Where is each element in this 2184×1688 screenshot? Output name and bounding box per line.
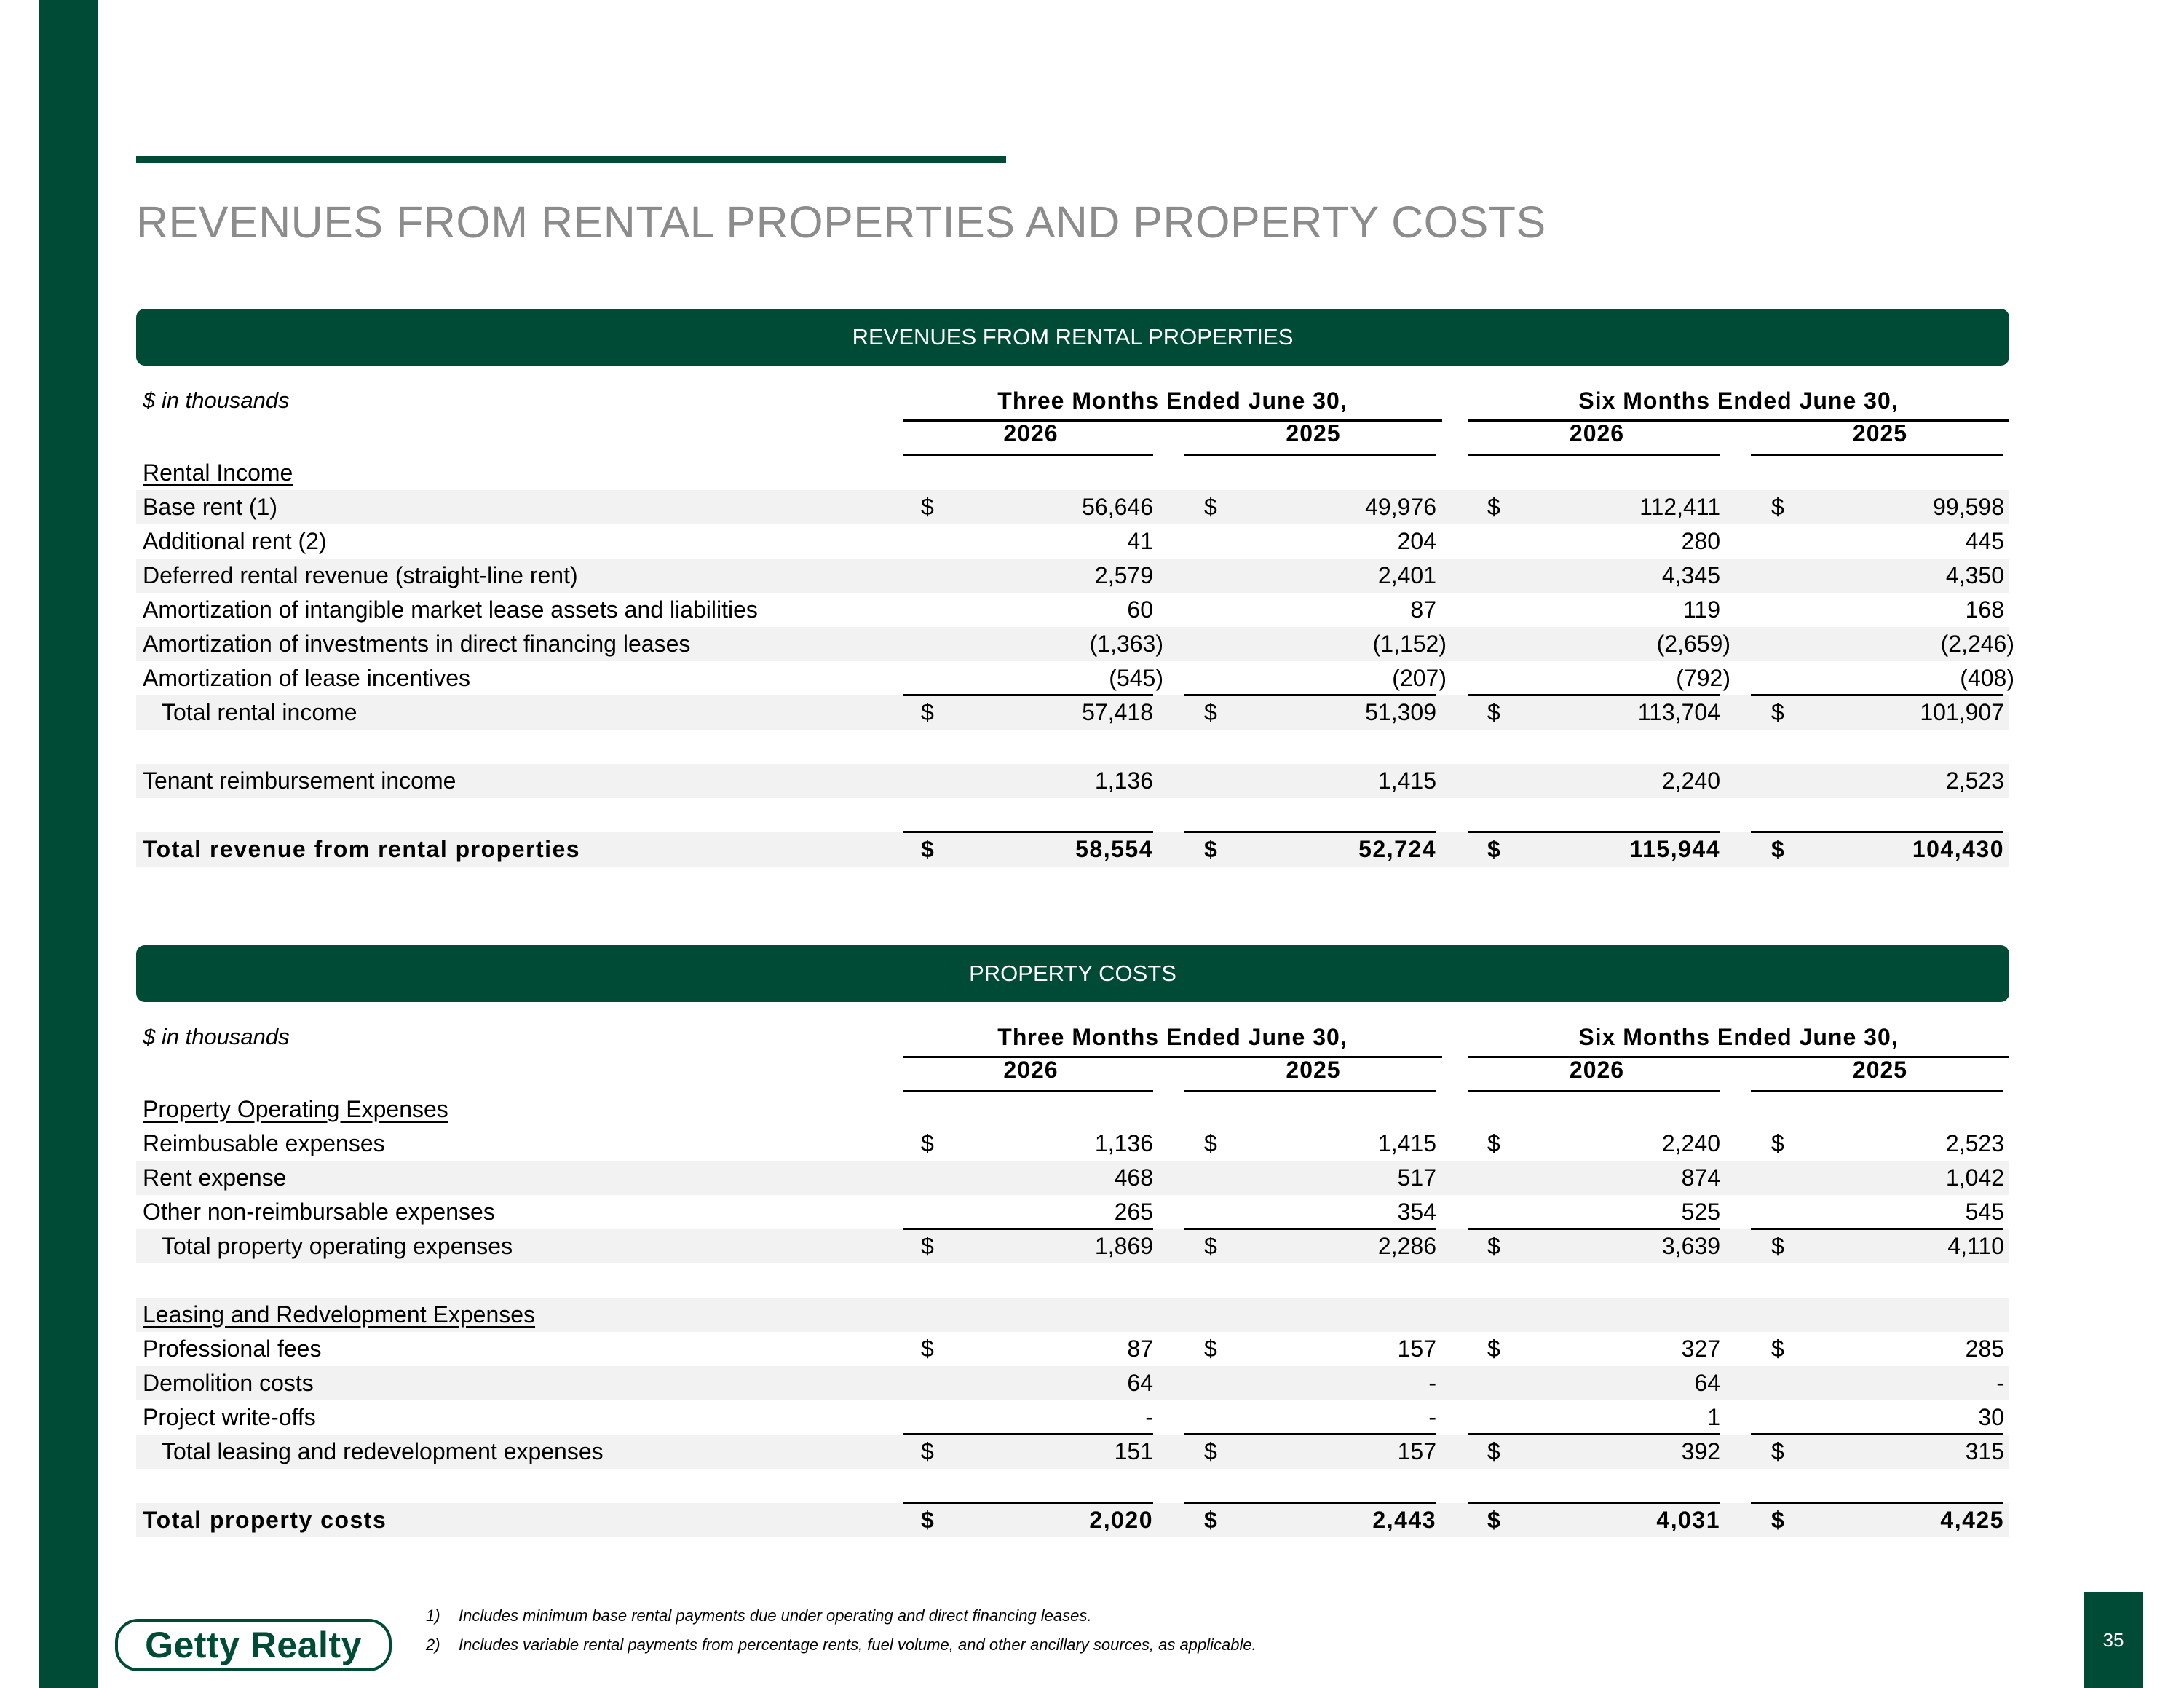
year-header: 2026 [1569, 1057, 1625, 1083]
cell-value: 49,976 [1365, 494, 1436, 520]
page-number: 35 [2084, 1592, 2143, 1688]
table-row [136, 1161, 2009, 1195]
six-months-header: Six Months Ended June 30, [1578, 1024, 1899, 1050]
cell-value: 468 [1114, 1164, 1153, 1191]
total-rule [1184, 1228, 1436, 1230]
row-label: Other non-reimbursable expenses [143, 1199, 495, 1225]
total-rule [1468, 694, 1720, 696]
cell-value: (1,152) [1372, 631, 1447, 657]
currency-symbol: $ [1771, 699, 1784, 725]
total-rule [1468, 1228, 1720, 1230]
cell-value: 1,415 [1377, 1130, 1436, 1156]
cell-value: 2,286 [1377, 1233, 1436, 1259]
currency-symbol: $ [1487, 1336, 1500, 1362]
table-row [136, 1400, 2009, 1435]
currency-symbol: $ [921, 836, 935, 862]
total-rule [903, 1228, 1153, 1230]
currency-symbol: $ [1204, 1233, 1217, 1259]
total-rule [1751, 1502, 2003, 1504]
year-header: 2026 [1003, 1057, 1059, 1083]
currency-symbol: $ [1487, 1130, 1500, 1156]
currency-symbol: $ [1204, 1130, 1217, 1156]
row-label: Total property costs [143, 1507, 387, 1533]
cell-value: 2,523 [1945, 1130, 2004, 1156]
three-months-header: Three Months Ended June 30, [997, 1024, 1348, 1050]
table-row [136, 1127, 2009, 1161]
year-header: 2026 [1003, 420, 1059, 446]
cell-value: 60 [1127, 596, 1153, 623]
cell-value: 2,443 [1372, 1507, 1436, 1533]
table-row-heading [136, 1263, 2009, 1298]
table-row [136, 524, 2009, 559]
cell-value: 101,907 [1920, 699, 2004, 725]
title-rule [136, 156, 1006, 163]
currency-symbol: $ [1487, 836, 1502, 862]
cell-value: 4,345 [1661, 562, 1720, 588]
row-label: Deferred rental revenue (straight-line rent) [143, 562, 578, 588]
cell-value: (2,659) [1656, 631, 1730, 657]
total-rule [1468, 831, 1720, 833]
total-rule [1184, 831, 1436, 833]
table-row [136, 832, 2009, 867]
row-label: Leasing and Redvelopment Expenses [143, 1301, 536, 1328]
cell-value: 4,110 [1947, 1233, 2004, 1259]
row-label: Project write-offs [143, 1404, 316, 1430]
currency-symbol: $ [921, 494, 934, 520]
footnote-1-text: Includes minimum base rental payments due under operating and direct financing leases. [459, 1606, 1092, 1625]
cell-value: 52,724 [1358, 836, 1436, 862]
footnote-1 [426, 1606, 1092, 1625]
row-label: Total rental income [162, 699, 357, 725]
table-row [136, 593, 2009, 627]
cell-value: - [1145, 1404, 1153, 1430]
cell-value: 99,598 [1933, 494, 2004, 520]
row-label: Tenant reimbursement income [143, 768, 456, 794]
cell-value: - [1428, 1404, 1436, 1430]
currency-symbol: $ [1204, 1438, 1217, 1464]
currency-symbol: $ [921, 1336, 934, 1362]
units-caption: $ in thousands [143, 1024, 290, 1049]
cell-value: 2,240 [1661, 768, 1720, 794]
currency-symbol: $ [1771, 1438, 1784, 1464]
total-rule [903, 1502, 1153, 1504]
row-label: Total leasing and redevelopment expenses [162, 1438, 604, 1464]
cell-value: 56,646 [1082, 494, 1153, 520]
units-caption: $ in thousands [143, 387, 290, 413]
cell-value: 151 [1114, 1438, 1153, 1464]
cell-value: 327 [1681, 1336, 1720, 1362]
currency-symbol: $ [921, 1130, 934, 1156]
year-header: 2025 [1852, 1057, 1908, 1083]
row-label: Amortization of lease incentives [143, 665, 470, 691]
row-label: Reimbusable expenses [143, 1130, 385, 1156]
row-label: Base rent (1) [143, 494, 277, 520]
left-brand-bar [39, 0, 98, 1688]
table-row-heading [136, 1092, 2009, 1127]
row-label: Amortization of investments in direct financing leases [143, 631, 691, 657]
year-header: 2025 [1852, 420, 1908, 446]
cell-value: 64 [1694, 1370, 1720, 1396]
row-label: Professional fees [143, 1336, 322, 1362]
cell-value: (408) [1960, 665, 2014, 691]
row-label: Property Operating Expenses [143, 1096, 448, 1122]
currency-symbol: $ [1204, 699, 1217, 725]
total-rule [1468, 1502, 1720, 1504]
cell-value: 87 [1127, 1336, 1153, 1362]
table-row [136, 1229, 2009, 1263]
footnote-1-number: 1) [426, 1606, 440, 1625]
cell-value: 1,136 [1094, 768, 1153, 794]
row-label: Amortization of intangible market lease assets and liabilities [143, 596, 758, 623]
cell-value: 2,523 [1945, 768, 2004, 794]
currency-symbol: $ [1487, 1233, 1500, 1259]
cell-value: 2,240 [1661, 1130, 1720, 1156]
cell-value: 525 [1681, 1199, 1720, 1225]
total-rule [1751, 1433, 2003, 1435]
currency-symbol: $ [1204, 836, 1219, 862]
cell-value: 157 [1397, 1438, 1436, 1464]
cell-value: 41 [1127, 528, 1153, 554]
currency-symbol: $ [1204, 1336, 1217, 1362]
table-row [136, 661, 2014, 695]
currency-symbol: $ [1487, 1507, 1502, 1533]
year-header: 2026 [1569, 420, 1625, 446]
total-rule [903, 694, 1153, 696]
cell-value: 2,020 [1089, 1507, 1153, 1533]
table-row-heading [136, 1469, 2009, 1503]
cell-value: 1,869 [1094, 1233, 1153, 1259]
cell-value: 113,704 [1637, 699, 1720, 725]
row-label: Demolition costs [143, 1370, 314, 1396]
cell-value: 58,554 [1075, 836, 1153, 862]
currency-symbol: $ [1771, 1507, 1786, 1533]
cell-value: 4,031 [1656, 1507, 1720, 1533]
total-rule [1184, 694, 1436, 696]
revenues-section-header: REVENUES FROM RENTAL PROPERTIES [136, 309, 2009, 366]
cell-value: 445 [1965, 528, 2004, 554]
cell-value: 157 [1397, 1336, 1436, 1362]
cell-value: 104,430 [1912, 836, 2004, 862]
row-label: Rent expense [143, 1164, 287, 1191]
total-rule [1184, 1502, 1436, 1504]
total-rule [1468, 1433, 1720, 1435]
cell-value: 1,042 [1945, 1164, 2004, 1191]
currency-symbol: $ [1771, 494, 1784, 520]
table-row-heading [136, 798, 2009, 832]
footnote-2-number: 2) [426, 1636, 440, 1654]
cell-value: 874 [1681, 1164, 1720, 1191]
cell-value: 87 [1410, 596, 1436, 623]
currency-symbol: $ [1204, 1507, 1219, 1533]
currency-symbol: $ [921, 1438, 934, 1464]
cell-value: 280 [1681, 528, 1720, 554]
table-row [136, 627, 2014, 661]
six-months-header: Six Months Ended June 30, [1578, 387, 1899, 414]
table-row [136, 1435, 2009, 1469]
cell-value: (2,246) [1940, 631, 2014, 657]
cell-value: 30 [1978, 1404, 2004, 1430]
cell-value: 354 [1397, 1199, 1436, 1225]
currency-symbol: $ [1487, 494, 1500, 520]
total-rule [903, 1433, 1153, 1435]
table-row-heading [136, 456, 2009, 490]
currency-symbol: $ [1771, 1233, 1784, 1259]
three-months-header: Three Months Ended June 30, [997, 387, 1348, 414]
property-costs-section-header: PROPERTY COSTS [136, 945, 2009, 1002]
cell-value: 119 [1682, 596, 1720, 623]
currency-symbol: $ [1487, 699, 1500, 725]
cell-value: 2,401 [1377, 562, 1436, 588]
total-rule [1751, 694, 2003, 696]
cell-value: 1,136 [1094, 1130, 1153, 1156]
cell-value: - [1996, 1370, 2004, 1396]
cell-value: 64 [1127, 1370, 1153, 1396]
total-rule [1751, 1228, 2003, 1230]
cell-value: 4,350 [1945, 562, 2004, 588]
cell-value: 285 [1965, 1336, 2004, 1362]
row-label: Additional rent (2) [143, 528, 327, 554]
cell-value: 265 [1114, 1199, 1153, 1225]
cell-value: 57,418 [1082, 699, 1153, 725]
table-row [136, 1332, 2009, 1366]
row-label: Rental Income [143, 460, 293, 486]
total-rule [1751, 831, 2003, 833]
cell-value: 545 [1965, 1199, 2004, 1225]
table-row [136, 559, 2009, 593]
cell-value: 168 [1965, 596, 2004, 623]
table-row-heading [136, 1298, 2009, 1332]
currency-symbol: $ [921, 699, 934, 725]
currency-symbol: $ [1771, 836, 1786, 862]
cell-value: 204 [1397, 528, 1436, 554]
table-row [136, 695, 2009, 730]
year-header: 2025 [1286, 420, 1341, 446]
row-label: Total property operating expenses [162, 1233, 513, 1259]
currency-symbol: $ [1771, 1130, 1784, 1156]
getty-realty-logo: Getty Realty [115, 1619, 392, 1671]
cell-value: 392 [1681, 1438, 1720, 1464]
cell-value: - [1428, 1370, 1436, 1396]
currency-symbol: $ [1771, 1336, 1784, 1362]
cell-value: 1,415 [1377, 768, 1436, 794]
page-title: REVENUES FROM RENTAL PROPERTIES AND PROPERTY COSTS [136, 197, 1546, 247]
total-rule [903, 831, 1153, 833]
cell-value: 2,579 [1094, 562, 1153, 588]
cell-value: 112,411 [1639, 494, 1720, 520]
cell-value: 115,944 [1629, 836, 1720, 862]
currency-symbol: $ [921, 1233, 934, 1259]
total-rule [1184, 1433, 1436, 1435]
table-row [136, 1503, 2009, 1537]
cell-value: 315 [1965, 1438, 2004, 1464]
row-label: Total revenue from rental properties [143, 836, 581, 862]
currency-symbol: $ [921, 1507, 935, 1533]
currency-symbol: $ [1204, 494, 1217, 520]
cell-value: (1,363) [1089, 631, 1163, 657]
currency-symbol: $ [1487, 1438, 1500, 1464]
cell-value: 3,639 [1661, 1233, 1720, 1259]
cell-value: 517 [1397, 1164, 1436, 1191]
year-header: 2025 [1286, 1057, 1341, 1083]
table-row [136, 1366, 2009, 1400]
cell-value: 1 [1707, 1404, 1720, 1430]
cell-value: 51,309 [1365, 699, 1436, 725]
table-row [136, 1195, 2009, 1229]
table-row [136, 490, 2009, 524]
cell-value: (207) [1392, 665, 1447, 691]
table-row [136, 764, 2009, 798]
cell-value: (792) [1676, 665, 1730, 691]
footnote-2-text: Includes variable rental payments from percentage rents, fuel volume, and other ancillary sources, as applicable. [459, 1636, 1257, 1654]
cell-value: (545) [1109, 665, 1163, 691]
cell-value: 4,425 [1940, 1507, 2004, 1533]
table-row-heading [136, 730, 2009, 764]
footnote-2 [426, 1636, 1257, 1655]
